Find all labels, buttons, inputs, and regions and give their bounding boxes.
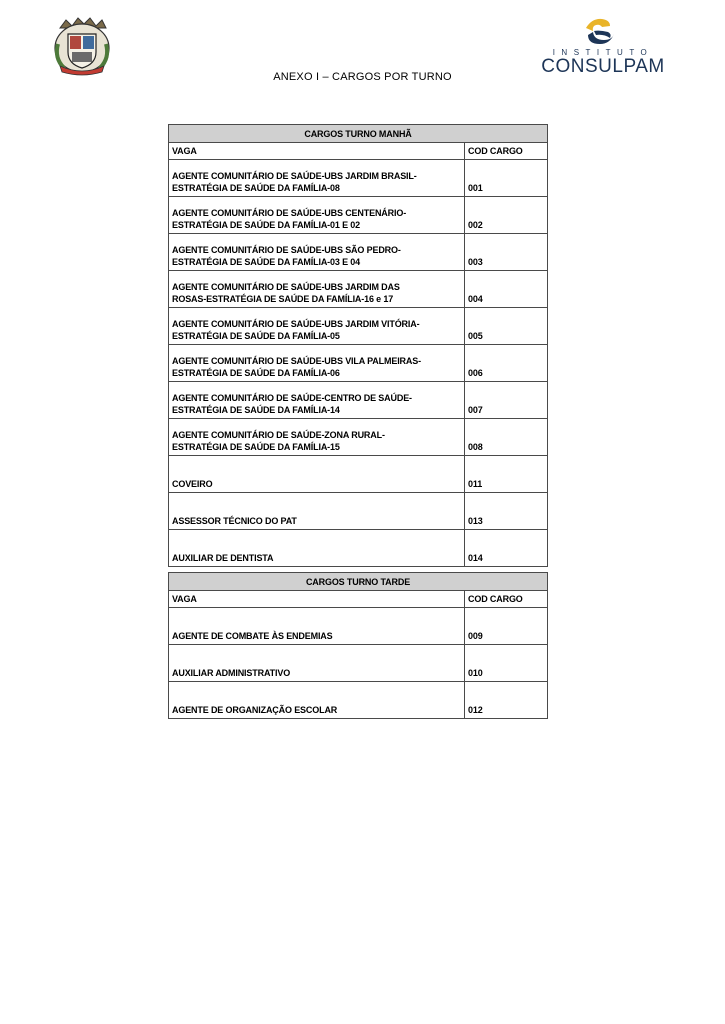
cod-cargo-cell: 008 <box>465 419 548 456</box>
table-title-row <box>169 125 548 143</box>
cod-cargo-cell: 004 <box>465 271 548 308</box>
column-header-vaga: VAGA <box>169 591 465 608</box>
cod-cargo-cell: 001 <box>465 160 548 197</box>
table-header-row <box>169 143 548 160</box>
vaga-text-line1: AGENTE COMUNITÁRIO DE SAÚDE-UBS CENTENÁRIO- <box>172 208 407 218</box>
vaga-text-line2: ROSAS-ESTRATÉGIA DE SAÚDE DA FAMÍLIA-16 e 17 <box>172 294 394 304</box>
table-row <box>169 308 548 345</box>
vaga-text-line2: AUXILIAR ADMINISTRATIVO <box>172 668 291 678</box>
vaga-text-line2: AGENTE DE COMBATE ÀS ENDEMIAS <box>172 631 333 641</box>
vaga-text-line1: AGENTE COMUNITÁRIO DE SAÚDE-UBS JARDIM VITÓRIA- <box>172 319 420 329</box>
vaga-cell <box>169 160 465 197</box>
vaga-cell <box>169 530 465 567</box>
vaga-cell <box>169 308 465 345</box>
table-row <box>169 530 548 567</box>
vaga-text-line2: ESTRATÉGIA DE SAÚDE DA FAMÍLIA-06 <box>172 368 340 378</box>
cod-cargo-cell: 005 <box>465 308 548 345</box>
table-row <box>169 345 548 382</box>
table-row <box>169 234 548 271</box>
cod-cargo-cell: 007 <box>465 382 548 419</box>
logo-consulpam-text: CONSULPAM <box>541 56 665 77</box>
vaga-text-line2: ESTRATÉGIA DE SAÚDE DA FAMÍLIA-03 E 04 <box>172 257 360 267</box>
table-title-row <box>169 573 548 591</box>
vaga-cell <box>169 419 465 456</box>
vaga-cell <box>169 197 465 234</box>
table-afternoon-shift <box>168 572 548 719</box>
vaga-text-line1: AGENTE COMUNITÁRIO DE SAÚDE-UBS JARDIM BRASIL- <box>172 171 417 181</box>
vaga-text-line2: AGENTE DE ORGANIZAÇÃO ESCOLAR <box>172 705 338 715</box>
cod-cargo-cell: 010 <box>465 645 548 682</box>
vaga-text-line2: ESTRATÉGIA DE SAÚDE DA FAMÍLIA-05 <box>172 331 340 341</box>
vaga-text-line2: ESTRATÉGIA DE SAÚDE DA FAMÍLIA-14 <box>172 405 340 415</box>
vaga-text-line1: AGENTE COMUNITÁRIO DE SAÚDE-UBS JARDIM DAS <box>172 282 400 292</box>
vaga-text-line1: AGENTE COMUNITÁRIO DE SAÚDE-ZONA RURAL- <box>172 430 385 440</box>
table-row <box>169 456 548 493</box>
column-header-cod-cargo: COD CARGO <box>465 591 548 608</box>
vaga-text-line1: AGENTE COMUNITÁRIO DE SAÚDE-UBS SÃO PEDRO- <box>172 245 401 255</box>
vaga-cell <box>169 345 465 382</box>
column-header-vaga: VAGA <box>169 143 465 160</box>
cod-cargo-cell: 011 <box>465 456 548 493</box>
cod-cargo-cell: 003 <box>465 234 548 271</box>
consulpam-emblem-icon <box>538 18 668 48</box>
table-row <box>169 493 548 530</box>
vaga-cell <box>169 493 465 530</box>
table-row <box>169 197 548 234</box>
cod-cargo-cell: 012 <box>465 682 548 719</box>
vaga-cell <box>169 382 465 419</box>
document-title: ANEXO I – CARGOS POR TURNO <box>273 71 452 83</box>
table-header-row <box>169 591 548 608</box>
cod-cargo-cell: 014 <box>465 530 548 567</box>
table-title: CARGOS TURNO MANHÃ <box>169 125 548 143</box>
table-morning-shift <box>168 124 548 567</box>
cod-cargo-cell: 013 <box>465 493 548 530</box>
table-row <box>169 682 548 719</box>
table-row <box>169 271 548 308</box>
vaga-text-line1: AGENTE COMUNITÁRIO DE SAÚDE-UBS VILA PALMEIRAS- <box>172 356 421 366</box>
vaga-cell <box>169 645 465 682</box>
vaga-text-line2: AUXILIAR DE DENTISTA <box>172 553 274 563</box>
column-header-cod-cargo: COD CARGO <box>465 143 548 160</box>
cod-cargo-cell: 002 <box>465 197 548 234</box>
cod-cargo-cell: 009 <box>465 608 548 645</box>
vaga-text-line2: ESTRATÉGIA DE SAÚDE DA FAMÍLIA-08 <box>172 183 340 193</box>
cod-cargo-cell: 006 <box>465 345 548 382</box>
table-row <box>169 382 548 419</box>
vaga-text-line2: ESTRATÉGIA DE SAÚDE DA FAMÍLIA-15 <box>172 442 340 452</box>
table-row <box>169 645 548 682</box>
vaga-cell <box>169 456 465 493</box>
vaga-cell <box>169 234 465 271</box>
logo-instituto-text: INSTITUTO <box>552 48 654 57</box>
vaga-text-line1: AGENTE COMUNITÁRIO DE SAÚDE-CENTRO DE SAÚDE- <box>172 393 412 403</box>
vaga-cell <box>169 608 465 645</box>
table-row <box>169 608 548 645</box>
vaga-text-line2: ESTRATÉGIA DE SAÚDE DA FAMÍLIA-01 E 02 <box>172 220 360 230</box>
vaga-text-line2: COVEIRO <box>172 479 213 489</box>
table-row <box>169 160 548 197</box>
vaga-cell <box>169 682 465 719</box>
table-row <box>169 419 548 456</box>
vaga-cell <box>169 271 465 308</box>
vaga-text-line2: ASSESSOR TÉCNICO DO PAT <box>172 516 297 526</box>
municipal-seal-icon <box>50 14 114 76</box>
table-title: CARGOS TURNO TARDE <box>169 573 548 591</box>
